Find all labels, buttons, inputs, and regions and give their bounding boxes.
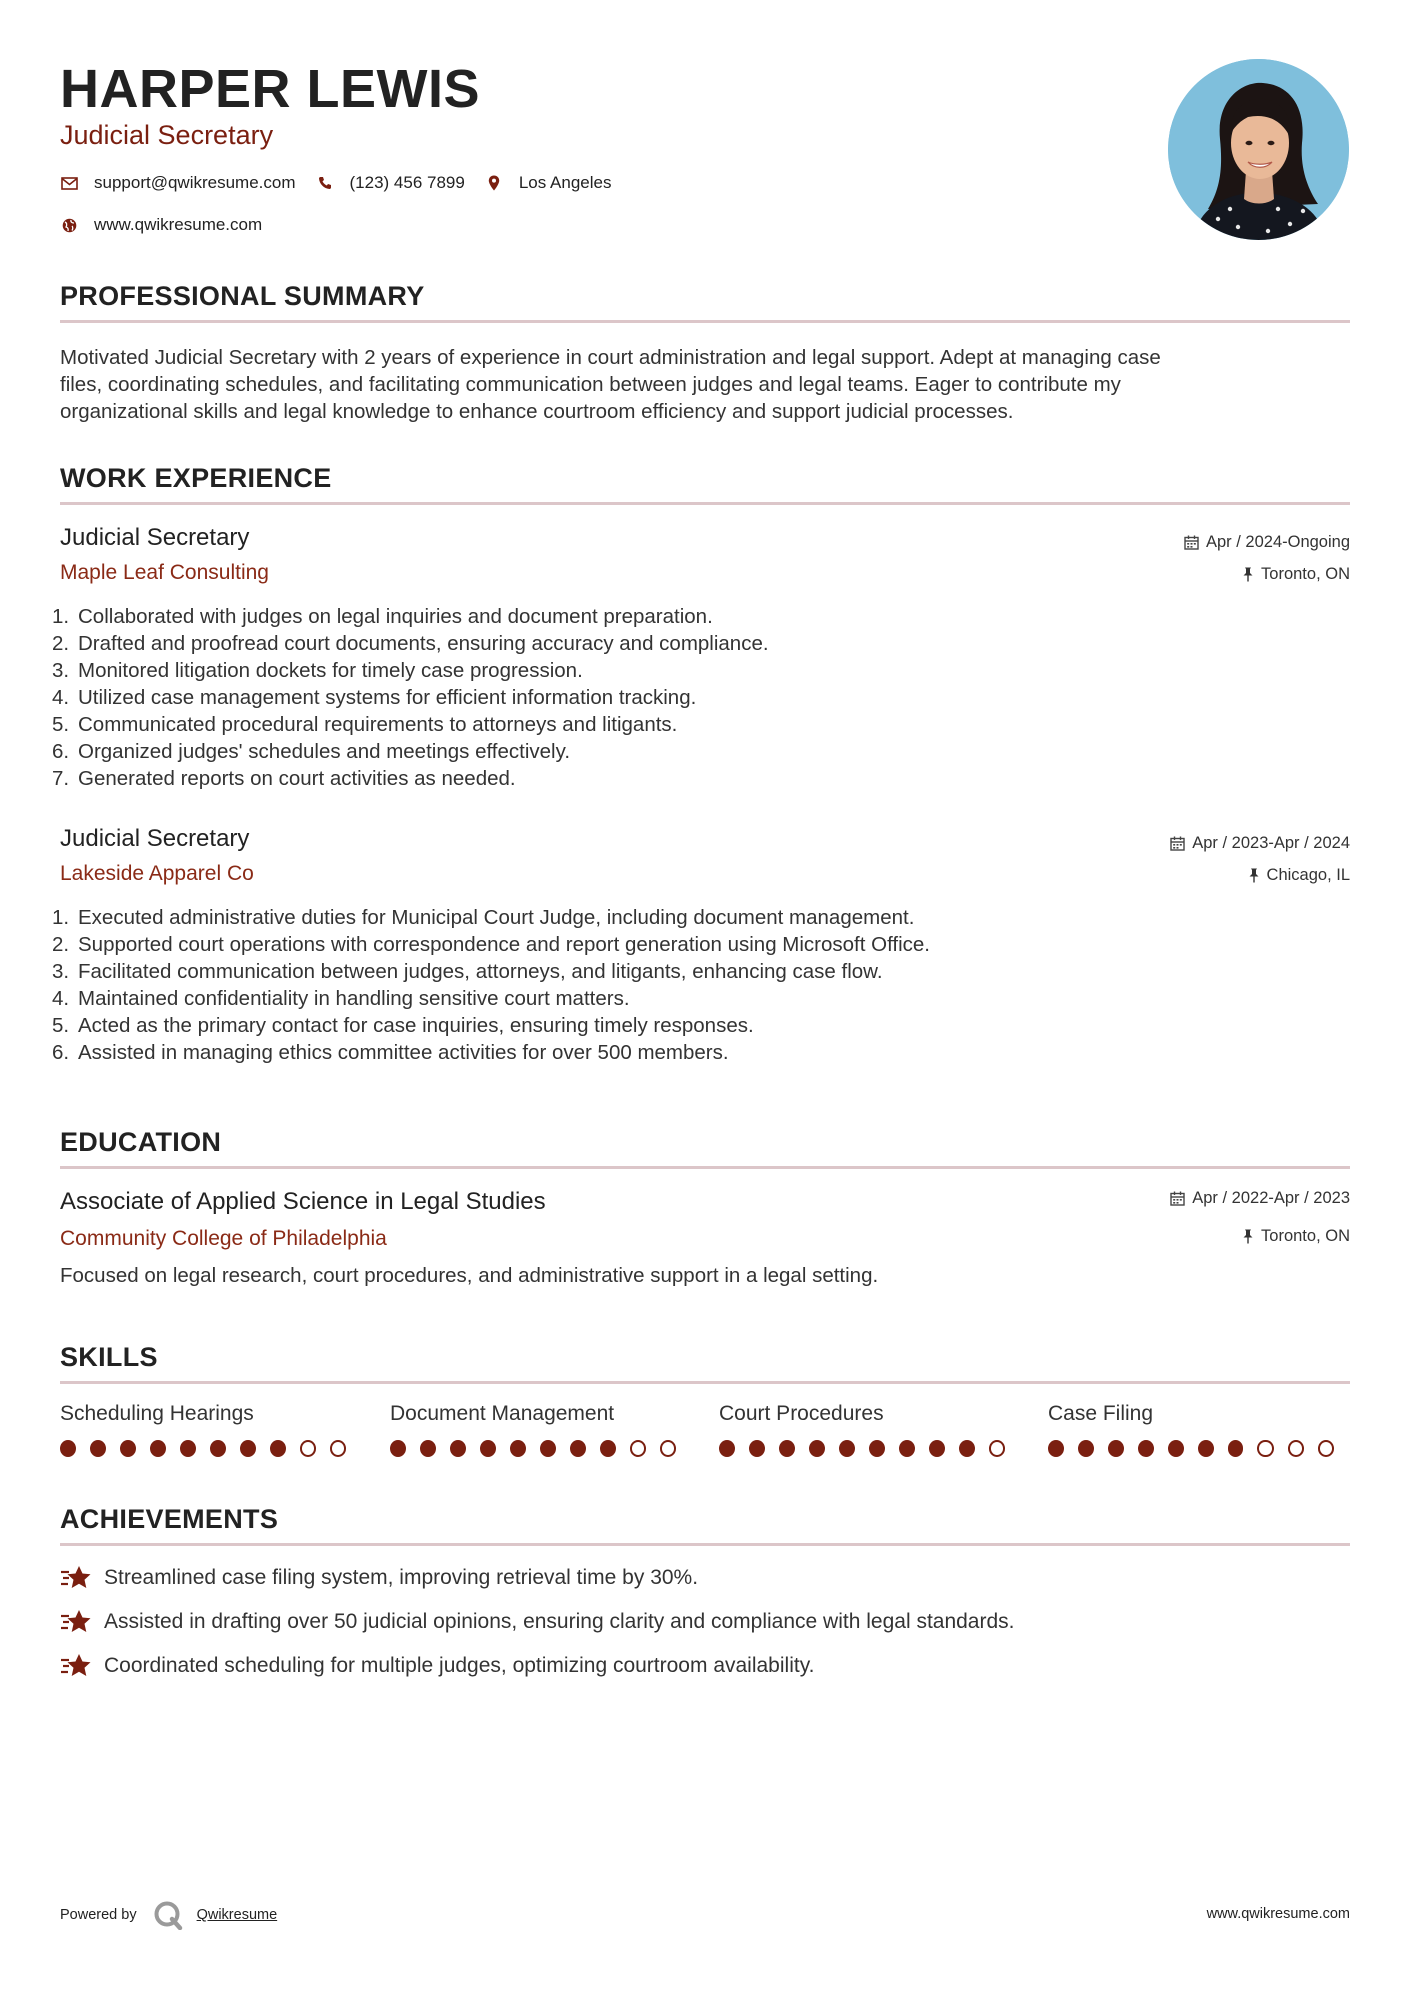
rating-dot-empty (989, 1440, 1005, 1457)
rating-dot-filled (809, 1440, 825, 1457)
qwikresume-link[interactable]: Qwikresume (196, 1907, 278, 1923)
skill-name: Court Procedures (719, 1402, 884, 1425)
rating-dot-filled (510, 1440, 526, 1457)
star-achievement-icon (60, 1608, 92, 1636)
rating-dot-filled (1108, 1440, 1124, 1457)
list-item: 4. Utilized case management systems for efficient information tracking. (52, 686, 697, 709)
skill-item (390, 1402, 690, 1457)
experience-heading: WORK EXPERIENCE (60, 463, 332, 493)
achievements-heading: ACHIEVEMENTS (60, 1504, 279, 1534)
education-dates-text: Apr / 2022-Apr / 2023 (1192, 1189, 1350, 1207)
summary-heading: PROFESSIONAL SUMMARY (60, 281, 425, 311)
job-bullets (52, 603, 1342, 792)
rating-dot-empty (300, 1440, 316, 1457)
rating-dot-filled (90, 1440, 106, 1457)
rating-dot-filled (150, 1440, 166, 1457)
contact-location (485, 173, 612, 193)
globe-icon (60, 216, 78, 234)
list-item: 2. Supported court operations with correspondence and report generation using Microsoft Office. (52, 933, 931, 956)
skill-name: Document Management (390, 1402, 615, 1425)
rating-dot-filled (180, 1440, 196, 1457)
email-text: support@qwikresume.com (94, 173, 296, 192)
rating-dot-filled (480, 1440, 496, 1457)
list-item: 3. Monitored litigation dockets for timely case progression. (52, 659, 583, 682)
experience-divider (60, 502, 1350, 505)
rating-dot-filled (60, 1440, 76, 1457)
job-dates-text: Apr / 2024-Ongoing (1205, 533, 1350, 551)
rating-dot-filled (1228, 1440, 1244, 1457)
achievement-text: Assisted in drafting over 50 judicial opinions, ensuring clarity and compliance with legal standards. (104, 1610, 1015, 1633)
skills-divider (60, 1381, 1350, 1384)
rating-dot-filled (1138, 1440, 1154, 1457)
job-dates (1170, 834, 1350, 853)
contact-website[interactable] (60, 215, 262, 235)
list-item: 6. Organized judges' schedules and meetings effectively. (52, 740, 571, 763)
education-location-text: Toronto, ON (1261, 1227, 1350, 1245)
achievements-divider (60, 1543, 1350, 1546)
skill-item (719, 1402, 1019, 1457)
achievement-item (60, 1564, 698, 1592)
achievement-item (60, 1652, 814, 1680)
star-achievement-icon (60, 1564, 92, 1592)
phone-text: (123) 456 7899 (349, 173, 465, 192)
list-item: 2. Drafted and proofread court documents, ensuring accuracy and compliance. (52, 632, 769, 655)
profile-photo (1168, 59, 1349, 240)
rating-dot-filled (869, 1440, 885, 1457)
contact-email[interactable] (60, 173, 296, 193)
job-company: Lakeside Apparel Co (60, 862, 254, 885)
achievement-item (60, 1608, 1015, 1636)
job-location (1242, 565, 1350, 584)
list-item: 1. Executed administrative duties for Municipal Court Judge, including document management. (52, 906, 915, 929)
list-item: 5. Communicated procedural requirements to attorneys and litigants. (52, 713, 678, 736)
rating-dot-empty (1288, 1440, 1304, 1457)
qwikresume-logo-icon (153, 1900, 183, 1930)
rating-dot-filled (390, 1440, 406, 1457)
candidate-title: Judicial Secretary (60, 120, 274, 150)
skill-name: Scheduling Hearings (60, 1402, 254, 1425)
contact-row-primary (60, 173, 631, 193)
summary-divider (60, 320, 1350, 323)
contact-row-secondary (60, 215, 282, 235)
skill-rating (390, 1440, 690, 1457)
summary-text (60, 344, 1350, 425)
rating-dot-empty (1318, 1440, 1334, 1457)
rating-dot-filled (270, 1440, 286, 1457)
job-bullets (52, 904, 1342, 1066)
achievement-text: Streamlined case filing system, improving retrieval time by 30%. (104, 1566, 699, 1589)
education-school: Community College of Philadelphia (60, 1227, 387, 1250)
rating-dot-filled (450, 1440, 466, 1457)
candidate-name: HARPER LEWIS (60, 59, 481, 119)
calendar-icon (1184, 535, 1199, 550)
rating-dot-filled (929, 1440, 945, 1457)
rating-dot-filled (959, 1440, 975, 1457)
rating-dot-filled (420, 1440, 436, 1457)
education-description: Focused on legal research, court procedures, and administrative support in a legal setting. (60, 1264, 879, 1287)
rating-dot-filled (120, 1440, 136, 1457)
job-location (1248, 866, 1350, 885)
phone-icon (316, 174, 334, 192)
list-item: 7. Generated reports on court activities as needed. (52, 767, 516, 790)
skills-heading: SKILLS (60, 1342, 158, 1372)
summary-line: files, coordinating schedules, and facilitating communication between judges and legal teams. Eager to contribute my (60, 373, 1121, 396)
powered-by-label: Powered by (60, 1907, 137, 1923)
skill-item (1048, 1402, 1348, 1457)
rating-dot-filled (570, 1440, 586, 1457)
envelope-icon (60, 174, 78, 192)
rating-dot-filled (540, 1440, 556, 1457)
education-degree: Associate of Applied Science in Legal Studies (60, 1188, 546, 1215)
pushpin-icon (1242, 1229, 1254, 1244)
rating-dot-filled (899, 1440, 915, 1457)
skill-rating (1048, 1440, 1348, 1457)
rating-dot-empty (630, 1440, 646, 1457)
summary-line: Motivated Judicial Secretary with 2 years of experience in court administration and legal support. Adept at managing case (60, 346, 1161, 369)
rating-dot-filled (839, 1440, 855, 1457)
rating-dot-empty (1257, 1440, 1273, 1457)
education-heading: EDUCATION (60, 1127, 222, 1157)
skill-item (60, 1402, 360, 1457)
list-item: 5. Acted as the primary contact for case inquiries, ensuring timely responses. (52, 1014, 754, 1037)
rating-dot-filled (1198, 1440, 1214, 1457)
rating-dot-filled (600, 1440, 616, 1457)
education-dates (1170, 1189, 1350, 1208)
list-item: 4. Maintained confidentiality in handling sensitive court matters. (52, 987, 630, 1010)
pushpin-icon (1242, 567, 1254, 582)
achievement-text: Coordinated scheduling for multiple judges, optimizing courtroom availability. (104, 1654, 815, 1677)
pushpin-icon (1248, 868, 1260, 883)
job-company: Maple Leaf Consulting (60, 561, 269, 584)
rating-dot-filled (1168, 1440, 1184, 1457)
footer-powered-by (60, 1900, 277, 1930)
calendar-icon (1170, 1191, 1185, 1206)
job-title: Judicial Secretary (60, 825, 250, 852)
list-item: 6. Assisted in managing ethics committee activities for over 500 members. (52, 1041, 729, 1064)
calendar-icon (1170, 836, 1185, 851)
rating-dot-filled (210, 1440, 226, 1457)
job-title: Judicial Secretary (60, 524, 250, 551)
website-text: www.qwikresume.com (94, 215, 263, 234)
rating-dot-filled (240, 1440, 256, 1457)
job-dates (1184, 533, 1350, 552)
rating-dot-empty (330, 1440, 346, 1457)
skill-rating (60, 1440, 360, 1457)
summary-line: organizational skills and legal knowledge to enhance courtroom efficiency and support judicial processes. (60, 400, 1014, 423)
footer-website[interactable]: www.qwikresume.com (1206, 1906, 1350, 1922)
skill-rating (719, 1440, 1019, 1457)
list-item: 1. Collaborated with judges on legal inquiries and document preparation. (52, 605, 713, 628)
rating-dot-filled (1048, 1440, 1064, 1457)
job-location-text: Chicago, IL (1266, 866, 1350, 884)
rating-dot-filled (779, 1440, 795, 1457)
contact-phone[interactable] (316, 173, 465, 193)
map-pin-icon (485, 174, 503, 192)
rating-dot-empty (660, 1440, 676, 1457)
star-achievement-icon (60, 1652, 92, 1680)
education-divider (60, 1166, 1350, 1169)
list-item: 3. Facilitated communication between judges, attorneys, and litigants, enhancing case flow. (52, 960, 883, 983)
rating-dot-filled (749, 1440, 765, 1457)
education-location (1242, 1227, 1350, 1246)
location-text: Los Angeles (518, 173, 612, 192)
skill-name: Case Filing (1048, 1402, 1154, 1425)
rating-dot-filled (719, 1440, 735, 1457)
job-dates-text: Apr / 2023-Apr / 2024 (1192, 834, 1350, 852)
rating-dot-filled (1078, 1440, 1094, 1457)
job-location-text: Toronto, ON (1261, 565, 1350, 583)
